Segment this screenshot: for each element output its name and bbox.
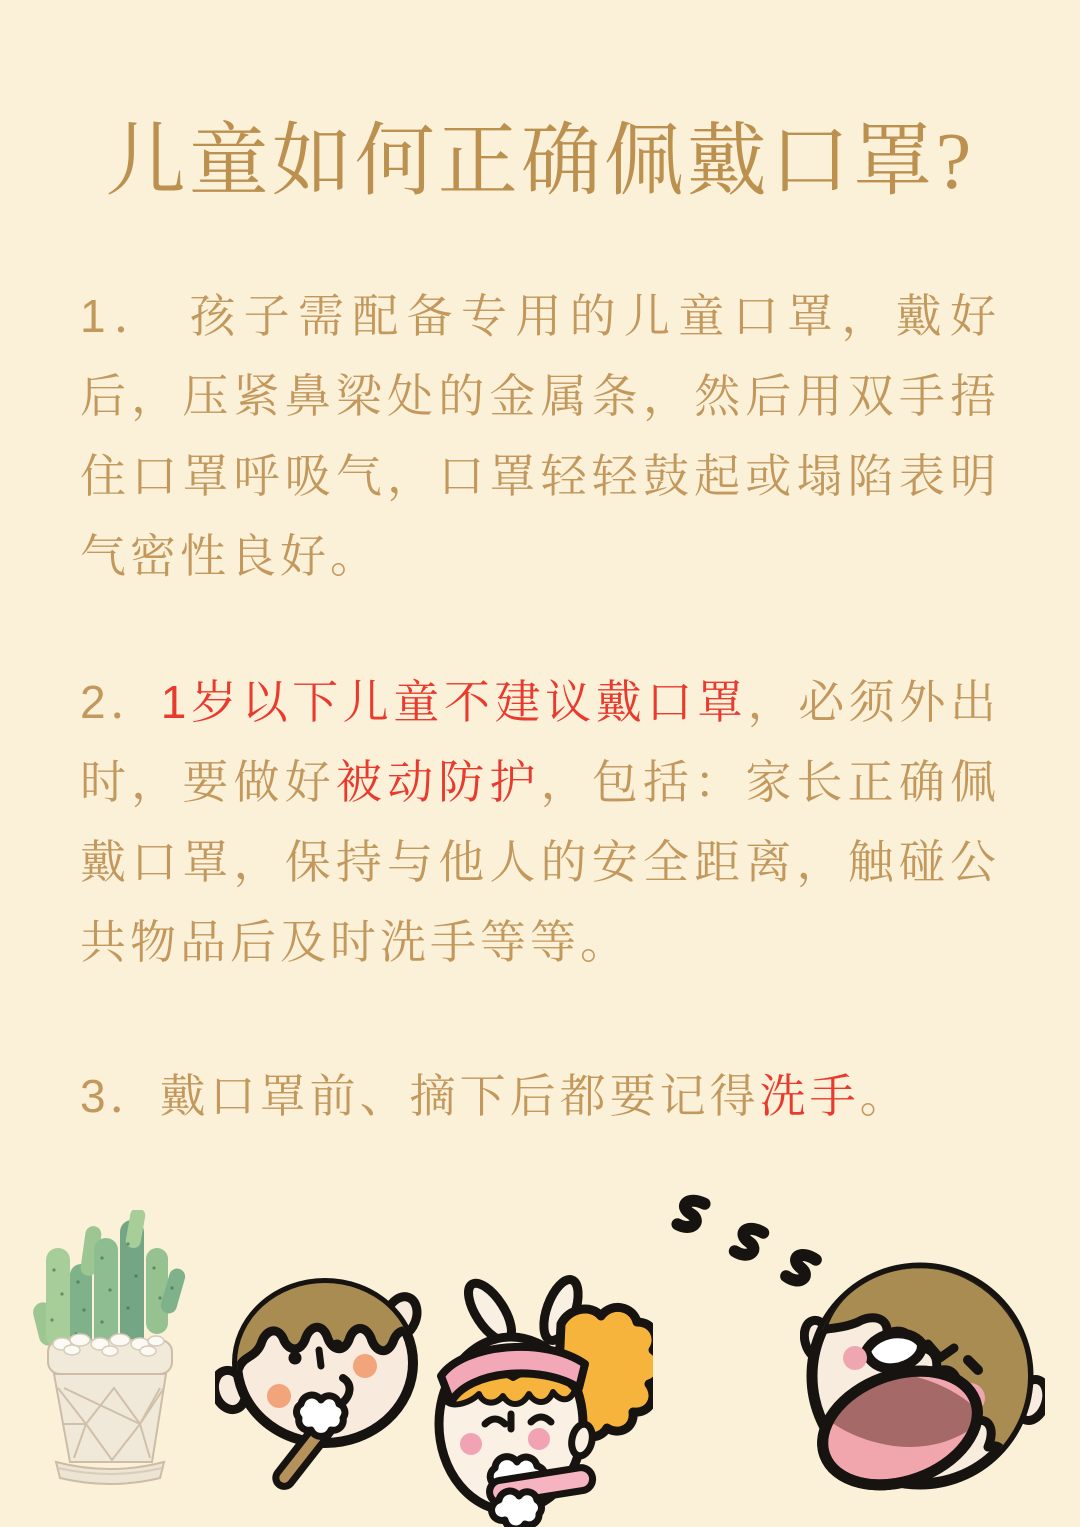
text-segment: 1． 孩子需配备专用的儿童口罩，戴好后，压紧鼻梁处的金属条，然后用双手捂住口罩呼吸气，口罩轻轻鼓起或塌陷表明气密性良好。 <box>80 290 1000 582</box>
potted-cactus-icon <box>28 1210 188 1510</box>
paragraph-step-2 <box>80 662 1000 982</box>
paragraph-step-1 <box>80 276 1000 596</box>
highlight-passive-protection: 被动防护 <box>335 756 541 808</box>
text-segment: 3．戴口罩前、摘下后都要记得 <box>80 1070 760 1122</box>
text-segment: 2． <box>80 676 161 728</box>
text-segment: ，包括：家长正确佩戴口罩，保持与他人的安全距离，触碰公共物品后及时洗手等等。 <box>80 756 1001 968</box>
paragraph-step-3 <box>80 1056 1000 1136</box>
highlight-no-mask-under-1: 1岁以下儿童不建议戴口罩 <box>160 676 748 728</box>
sleeping-child-icon <box>800 1256 1045 1496</box>
girl-washing-face-icon <box>433 1272 653 1527</box>
text-segment: 。 <box>859 1070 910 1122</box>
highlight-wash-hands: 洗手 <box>759 1070 860 1122</box>
text-segment: ，必须外出时，要做好 <box>80 676 1000 808</box>
boy-brushing-teeth-icon <box>215 1272 425 1507</box>
page-title: 儿童如何正确佩戴口罩? <box>105 118 975 206</box>
